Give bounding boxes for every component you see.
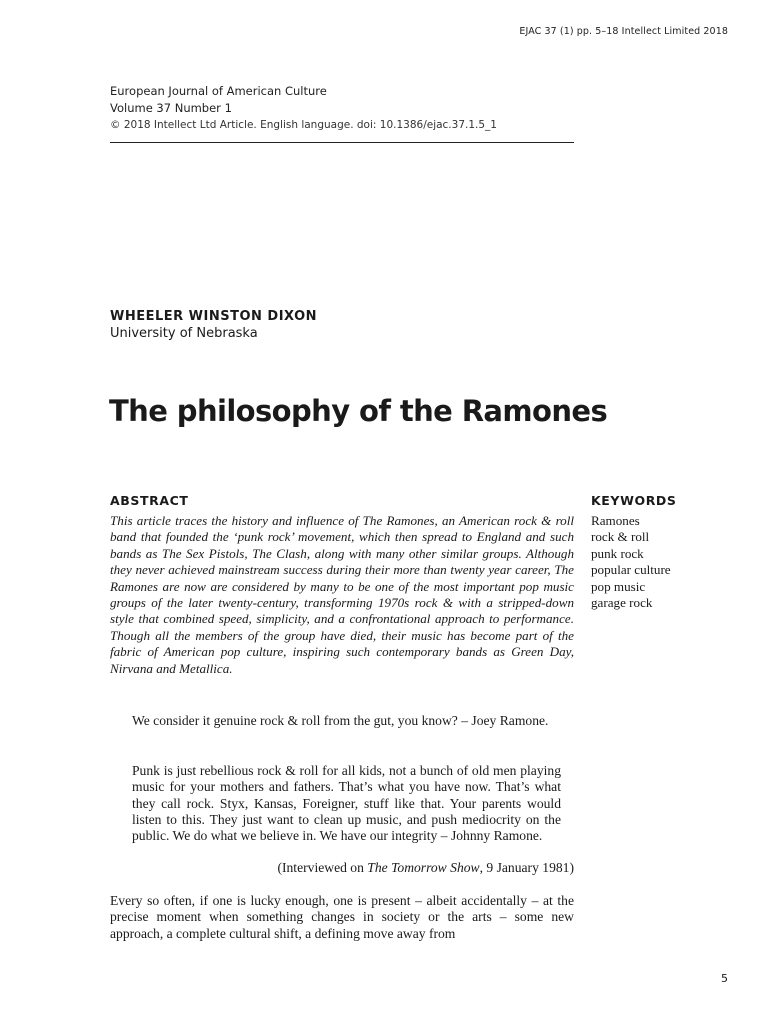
page-number: 5 xyxy=(721,972,728,985)
citation-prefix: (Interviewed on xyxy=(277,860,368,875)
keyword-item: rock & roll xyxy=(591,529,650,545)
journal-name: European Journal of American Culture xyxy=(110,84,327,98)
author-affiliation: University of Nebraska xyxy=(110,326,258,341)
epigraph-quote-johnny: Punk is just rebellious rock & roll for all kids, not a bunch of old men playing music for your mothers and fathers. That’s what you have now. That’s what they call rock. Styx, Kansas, Foreigner, stuff like that. Your parents would listen to this. They just want to clean up music, and push mediocrity on the public. We do what we believe in. We have our integrity – Johnny Ramone. xyxy=(132,763,561,844)
keyword-item: Ramones xyxy=(591,513,640,528)
keywords-list xyxy=(591,513,671,611)
epigraph-quote-joey: We consider it genuine rock & roll from the gut, you know? – Joey Ramone. xyxy=(132,713,549,728)
body-paragraph: Every so often, if one is lucky enough, one is present – albeit accidentally – at the precise moment when something changes in society or the arts – some new approach, a complete cultural shift, a defining move away from xyxy=(110,893,574,941)
keywords-heading: KEYWORDS xyxy=(591,493,677,508)
header-rule xyxy=(110,142,574,143)
epigraph-citation xyxy=(277,860,574,876)
keyword-item: pop music xyxy=(591,578,646,594)
journal-volume: Volume 37 Number 1 xyxy=(110,101,232,115)
citation-suffix: , 9 January 1981) xyxy=(479,860,574,875)
citation-show-title: The Tomorrow Show xyxy=(367,860,480,875)
keyword-item: punk rock xyxy=(591,545,644,561)
author-name: WHEELER WINSTON DIXON xyxy=(110,309,318,324)
running-head: EJAC 37 (1) pp. 5–18 Intellect Limited 2018 xyxy=(519,26,728,37)
abstract-text: This article traces the history and influence of The Ramones, an American rock & roll band that founded the ‘punk rock’ movement, which then spread to England and such bands as The Sex Pistols, The Clash, along with many other similar groups. Although they never achieved mainstream success during their more than twenty year career, The Ramones are now are considered by many to be one of the most important pop music groups of the later twenty-century, transforming 1970s rock & with a stripped-down style that combined speed, simplicity, and a confrontational approach to performance. Though all the members of the group have died, their music has become part of the fabric of American pop culture, inspiring such contemporary bands as Green Day, Nirvana and Metallica. xyxy=(110,513,574,676)
article-title: The philosophy of the Ramones xyxy=(109,394,608,428)
keyword-item: garage rock xyxy=(591,595,653,611)
copyright-doi: © 2018 Intellect Ltd Article. English language. doi: 10.1386/ejac.37.1.5_1 xyxy=(110,119,497,131)
abstract-heading: ABSTRACT xyxy=(110,493,189,508)
keyword-item: popular culture xyxy=(591,562,671,578)
journal-info xyxy=(110,83,574,134)
